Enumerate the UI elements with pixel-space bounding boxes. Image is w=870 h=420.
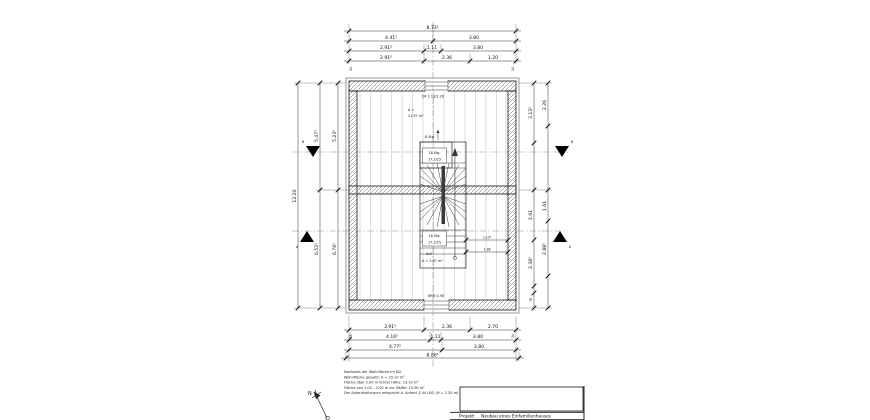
wall-thickness: 36⁵: [349, 333, 353, 339]
dim-value: 4.77⁵: [388, 345, 402, 350]
parapet-height-label: BRH 0.90: [428, 294, 444, 298]
roof-window-label: DF 1.13/1.20: [422, 94, 444, 99]
dim-value: 3.80: [472, 46, 484, 51]
dim-value: 5.47⁵: [315, 129, 320, 143]
stair-direction-arrow: [452, 148, 458, 260]
dim-value: 1.61: [543, 200, 548, 212]
centerlines: [292, 22, 568, 368]
wall-thickness: 24: [511, 333, 515, 339]
dim-value: 2.26: [543, 99, 548, 111]
dimension-chain-bottom: [341, 316, 524, 362]
interior-wall: [349, 186, 516, 194]
section-letter: B: [570, 140, 574, 144]
stair-upper-annotation: [423, 148, 447, 163]
dimension-chain-top: [344, 24, 521, 71]
wall-thickness: 24: [349, 66, 353, 72]
dim-value: 2.91⁵: [379, 46, 393, 51]
section-arrow-lower-right: [553, 231, 567, 242]
dim-value: 4.41⁵: [384, 36, 398, 41]
stair-spine-wall: [442, 166, 446, 224]
room-area-label: A =: [408, 108, 415, 112]
stair-steps-label: 18 Stg.: [428, 151, 441, 155]
dim-value: 2.70: [487, 325, 499, 330]
section-arrow-upper-left: [306, 146, 320, 157]
note-line: Fläche über 2.00 m lichter Höhe: 13.10 m²: [344, 380, 419, 385]
top-window: [425, 80, 448, 92]
wall-thickness: 24: [511, 66, 515, 72]
dim-value: 8.86⁵: [426, 353, 439, 359]
dim-value: 1.38: [483, 247, 491, 252]
dim-value: 4.16⁵: [385, 335, 399, 340]
stair-top-annotation: [425, 130, 439, 141]
room-area-value: 21.97 m²: [408, 114, 424, 118]
dim-value: 76: [529, 297, 533, 303]
section-letter: A: [295, 245, 299, 249]
room-labels: [408, 95, 444, 299]
stair-rise-run-label: 17.2/25: [427, 240, 442, 245]
dim-value: 2.36: [441, 325, 453, 330]
dim-value: 1.13⁵: [482, 235, 492, 240]
dim-value: 3.80: [468, 36, 480, 41]
project-label: Projekt:: [459, 414, 476, 420]
project-value: Neubau eines Einfamilienhauses: [481, 414, 551, 420]
dim-value: 2.36: [441, 56, 453, 61]
stair-lower-annotation: [423, 231, 447, 246]
dim-value: 2.61: [529, 209, 534, 221]
section-letter: B: [301, 140, 305, 144]
dim-value: 1.11: [426, 46, 438, 51]
north-arrow: [308, 390, 329, 420]
flur-area-label: A = 2.97 m²: [422, 259, 443, 263]
dim-value: 8.73⁵: [426, 26, 439, 31]
section-arrow-lower-left: [300, 231, 314, 242]
plan-outline: [346, 78, 519, 313]
note-line: Nachweis der Wohnfläche im DG: [344, 370, 402, 374]
stair-up-label: Auf: [426, 252, 432, 256]
staircase: [420, 130, 466, 269]
note-line: Wohnfläche gesamt: A = 29.10 m²: [344, 375, 405, 380]
dim-value: 12.20: [293, 189, 298, 203]
dim-value: 2.88⁵: [543, 242, 548, 256]
dim-value: 1.20: [487, 56, 499, 61]
note-line: Fläche von 1.00 – 2.00 m zur Hälfte: 10.90 m²: [344, 385, 425, 390]
dim-value: 5.23⁵: [333, 129, 338, 143]
stair-steps-label: 18 Stg.: [428, 234, 441, 238]
dim-value: 3.80: [473, 345, 485, 350]
stair-count-label: 8 Stg.: [425, 135, 435, 139]
section-letter: A: [568, 245, 572, 249]
dim-value: 1.11: [430, 335, 441, 340]
dimension-chain-right: [519, 81, 552, 311]
dim-value: 3.80: [472, 335, 484, 340]
dim-value: 2.91⁵: [379, 56, 393, 61]
exterior-walls: [349, 80, 516, 311]
bottom-window: [424, 299, 449, 311]
north-label: N: [308, 391, 312, 397]
dim-value: 2.38⁵: [529, 256, 534, 270]
interior-dimensions: [464, 236, 511, 255]
dim-value: 6.52⁵: [315, 242, 320, 256]
dimension-chain-left: [292, 81, 349, 311]
section-arrow-upper-right: [555, 146, 569, 157]
title-block: [450, 386, 584, 420]
dim-value: 3.13⁵: [529, 106, 534, 120]
notes-block: [344, 370, 459, 395]
dim-value: 3.91⁵: [383, 325, 397, 330]
stair-rise-run-label: 17.2/25: [427, 157, 442, 162]
note-line: Der Aufenthaltsraum entspricht d. Anford. § 44 LBO (H = 2.30 m): [344, 391, 459, 396]
dim-value: 6.76⁵: [333, 242, 338, 256]
